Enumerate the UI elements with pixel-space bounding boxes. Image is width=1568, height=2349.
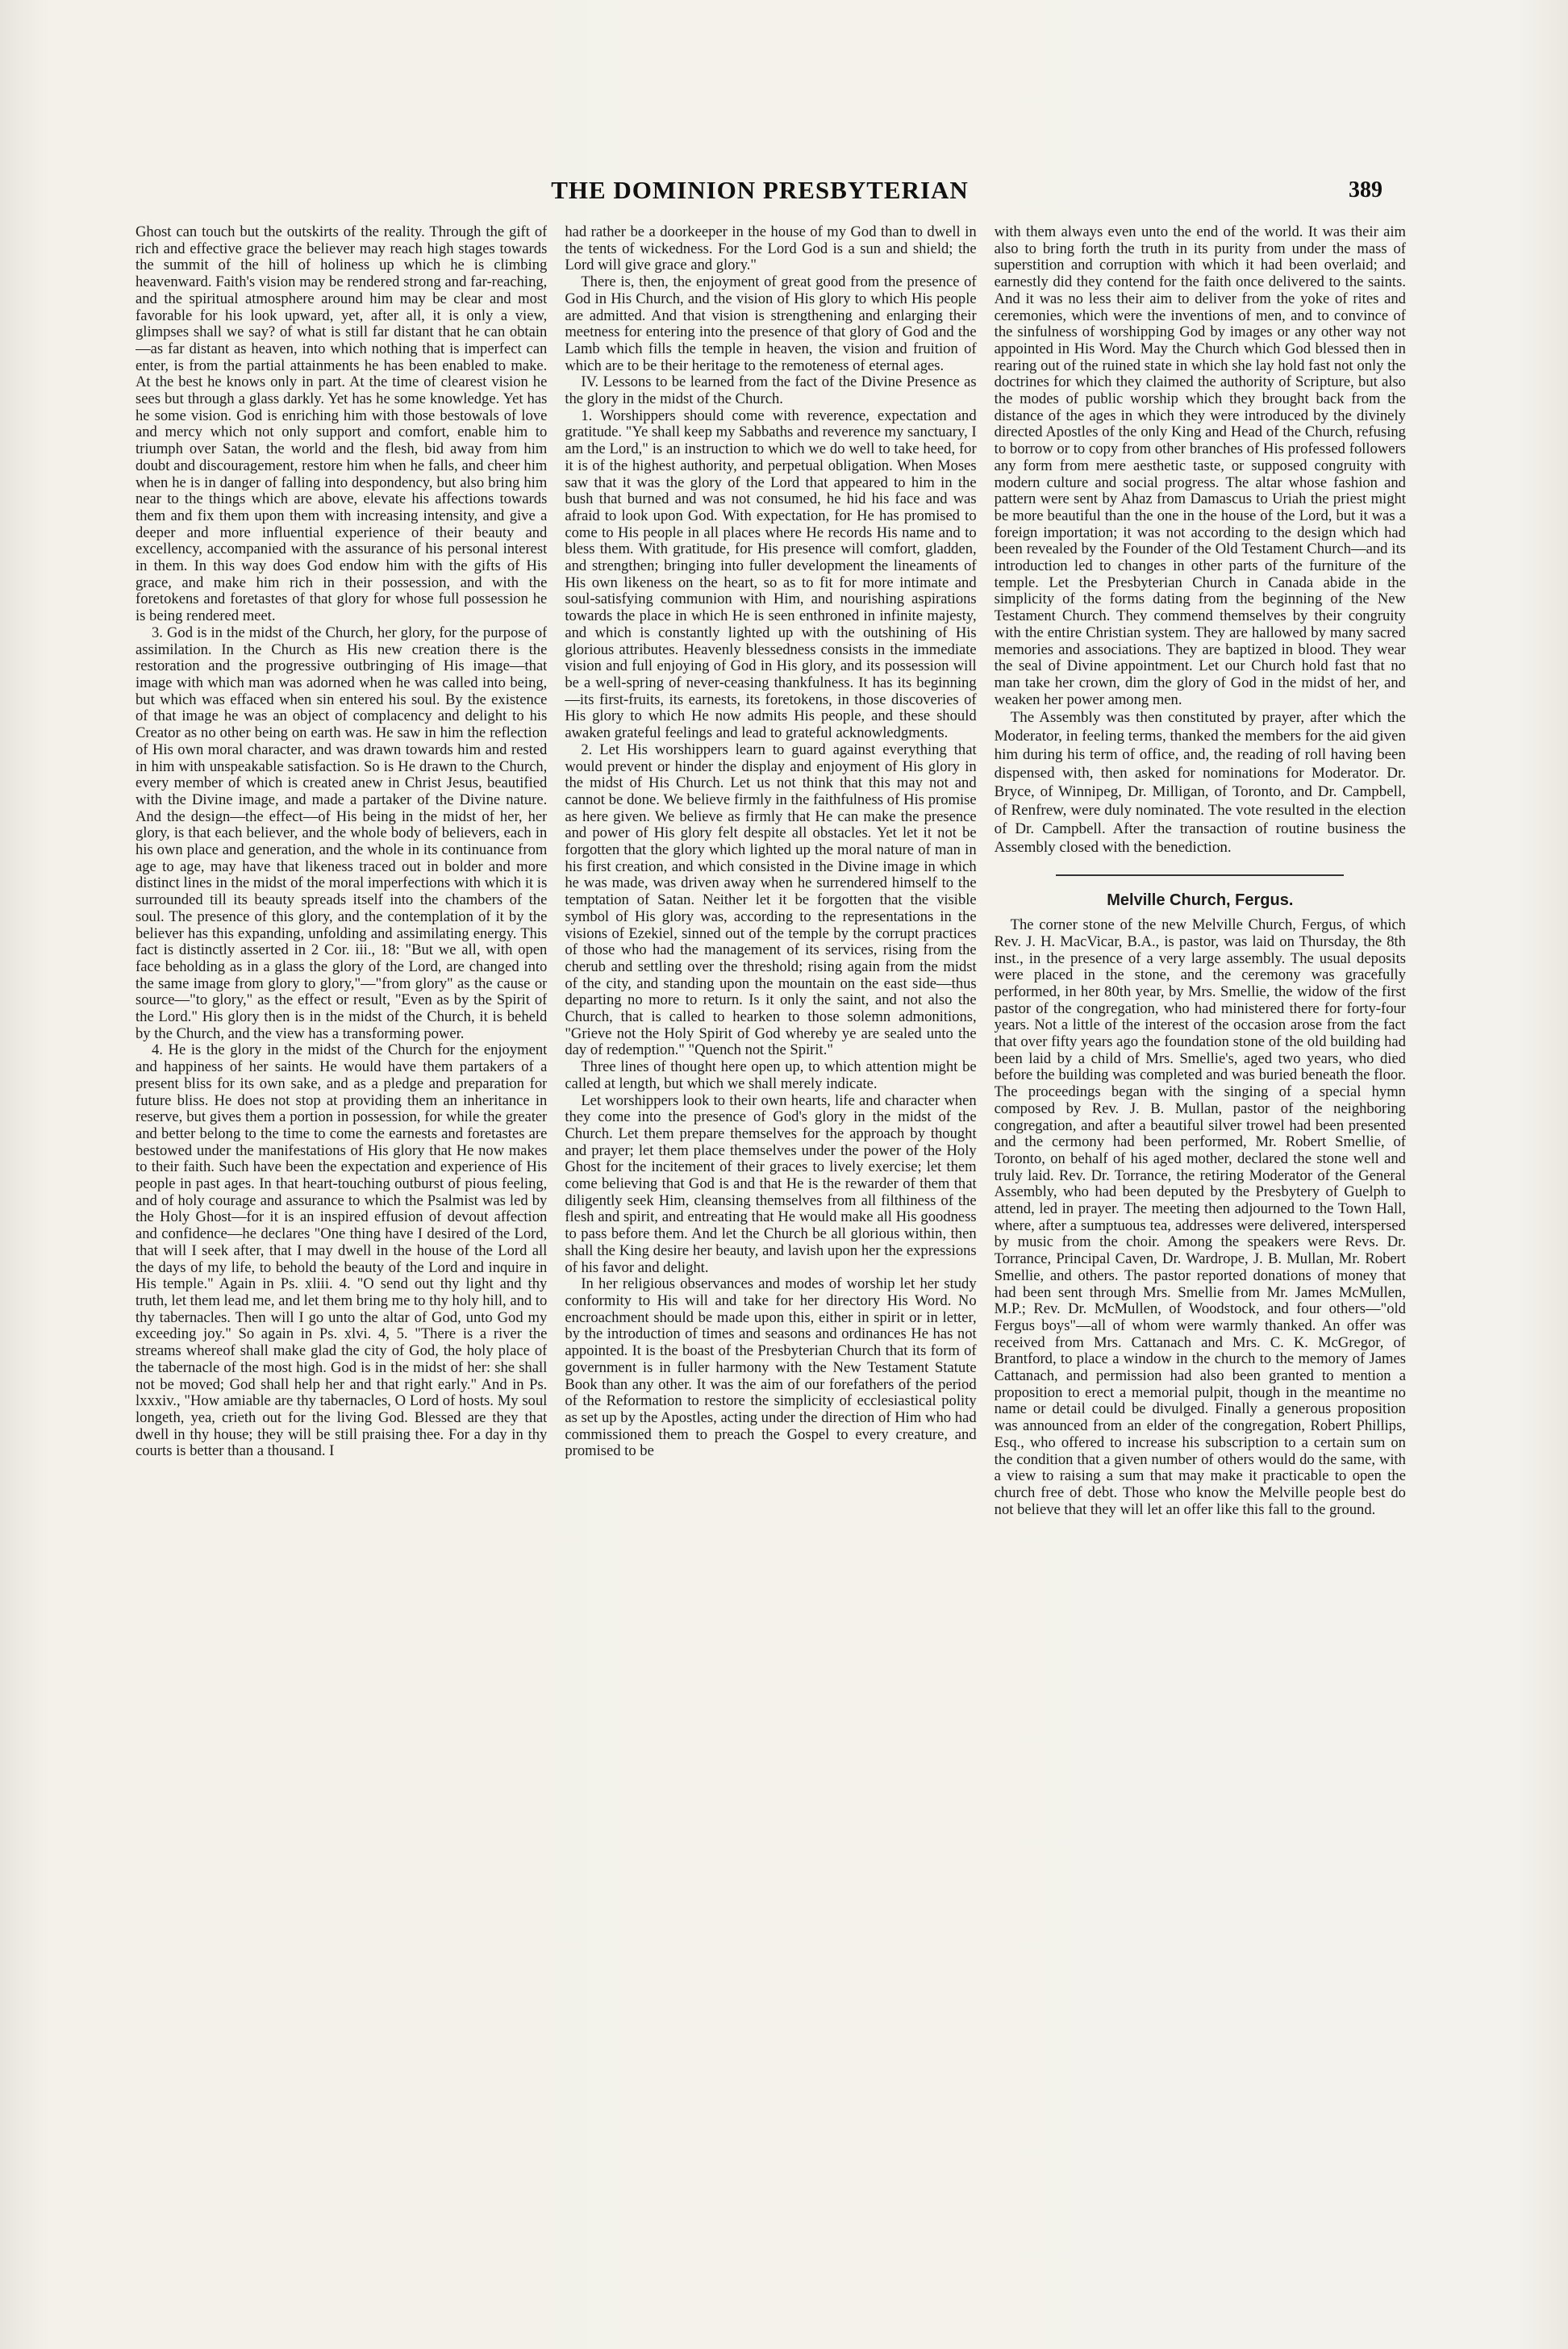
paragraph: Let worshippers look to their own hearts, life and character when they come into the presence of God's glory in the midst of the Church. Let them prepare themselves for the approach by thought and prayer; let them place themselves under the power of the Holy Ghost for the incitement of their graces to lively exercise; let them come believing that God is and that He is the rewarder of them that diligently seek Him, cleansing themselves from all filthiness of the flesh and spirit, and entreating that He would make all His goodness to pass before them. And let the Church be all glorious within, then shall the King desire her beauty, and lavish upon her the expressions of his favor and delight. bbox=[565, 1091, 977, 1276]
paragraph: Three lines of thought here open up, to which attention might be called at length, but which we shall merely indicate. bbox=[565, 1058, 977, 1092]
section-divider bbox=[1056, 874, 1344, 876]
paragraph: 3. God is in the midst of the Church, her glory, for the purpose of assimilation. In the Church as His new creation there is the restoration and the progressive outbringing of His image—that image with which man was adorned when he was called into being, but which was effaced when sin entered his soul. By the existence of that image he was an object of complacency and delight to his Creator as no other being on earth was. He saw in him the reflection of His own moral character, and was drawn towards him and rested in him with unspeakable satisfaction. So is He drawn to the Church, every member of which is created anew in Christ Jesus, beautified with the Divine image, and made a partaker of the Divine nature. And the design—the effect—of His being in the midst of her, her glory, is that each believer, and the whole body of believers, each in his own place and generation, and the whole in its continuance from age to age, may have that likeness traced out in bolder and more distinct lines in the midst of the moral imperfections with which it is surrounded till its beauty spreads itself into the chambers of the soul. The presence of this glory, and the contemplation of it by the believer has this expanding, unfolding and assimilating energy. This fact is distinctly asserted in 2 Cor. iii., 18: "But we all, with open face beholding as in a glass the glory of the Lord, are changed into the same image from glory to glory,"—"from glory" as the cause or source—"to glory," as the effect or result, "Even as by the Spirit of the Lord." His glory then is in the midst of the Church, it is beheld by the Church, and the view has a transforming power. bbox=[136, 624, 548, 1042]
column-1 bbox=[136, 224, 547, 2314]
paragraph: 1. Worshippers should come with reverence, expectation and gratitude. "Ye shall keep my Sabbaths and reverence my sanctuary, I am the Lord," is an instruction to which we do well to take heed, for it is of the highest authority, and perpetual obligation. When Moses saw that it was the glory of the Lord that appeared to him in the bush that burned and was not consumed, he hid his face and was afraid to look upon God. With expectation, for He has promised to come to His people in all places where He records His name and to bless them. With gratitude, for His presence will comfort, gladden, and strengthen; bringing into fuller development the lineaments of His own likeness on the heart, so as to fit for more intimate and soul-satisfying communion with Him, and nourishing aspirations towards the place in which He is seen enthroned in infinite majesty, and which is constantly lighted up with the outshining of His glorious attributes. Heavenly blessedness consists in the immediate vision and full enjoying of God in His glory, and its possession will be a well-spring of never-ceasing thankfulness. It has its beginning—its first-fruits, its earnests, its foretokens, in those discoveries of His glory to which He now admits His people, and these should awaken grateful feelings and lead to grateful acknowledgments. bbox=[565, 407, 977, 742]
paragraph: The Assembly was then constituted by prayer, after which the Moderator, in feeling terms, thanked the members for the aid given him during his term of office, and, the reading of roll having been dispensed with, then asked for nominations for Moderator. Dr. Bryce, of Winnipeg, Dr. Milligan, of Toronto, and Dr. Campbell, of Renfrew, were duly nominated. The vote resulted in the election of Dr. Campbell. After the transaction of routine business the Assembly closed with the benediction. bbox=[994, 709, 1406, 857]
paragraph: The corner stone of the new Melville Church, Fergus, of which Rev. J. H. MacVicar, B.A., is pastor, was laid on Thursday, the 8th inst., in the presence of a very large assembly. The usual deposits were placed in the stone, and the ceremony was gracefully performed, in her 80th year, by Mrs. Smellie, the widow of the first pastor of the congregation, who had ministered there for forty-four years. Not a little of the interest of the occasion arose from the fact that over fifty years ago the foundation stone of the old building had been laid by a child of Mrs. Smellie's, aged two years, who died before the building was completed and was buried beneath the floor. The proceedings began with the singing of a special hymn composed by Rev. J. B. Mullan, pastor of the neighboring congregation, and after a beautiful silver trowel had been presented and the cermony had been performed, Mr. Robert Smellie, of Toronto, on behalf of his aged mother, declared the stone well and truly laid. Rev. Dr. Torrance, the retiring Moderator of the General Assembly, who had been deputed by the Presbytery of Guelph to attend, led in prayer. The meeting then adjourned to the Town Hall, where, after a sumptuous tea, addresses were delivered, interspersed by music from the choir. Among the speakers were Revs. Dr. Torrance, Principal Caven, Dr. Wardrope, J. B. Mullan, Mr. Robert Smellie, and others. The pastor reported donations of money that had been sent through Mrs. Smellie from Mr. James McMullen, M.P.; Rev. Dr. McMullen, of Woodstock, and four others—"old Fergus boys"—all of whom were warmly thanked. An offer was received from Mrs. Cattanach and Mrs. C. K. McGregor, of Brantford, to place a window in the church to the memory of James Cattanach, and permission had also been granted to mention a proposition to erect a memorial pulpit, though in the meantime no name or detail could be divulged. Finally a generous proposition was announced from an elder of the congregation, Robert Phillips, Esq., who offered to increase his subscription to a certain sum on the condition that a given number of others would do the same, with a view to raising a sum that may make it practicable to open the church free of debt. Those who know the Melville people best do not believe that they will let an offer like this fall to the ground. bbox=[994, 916, 1406, 1518]
paragraph: 4. He is the glory in the midst of the Church for the enjoyment and happiness of her saints. He would have them partakers of a present bliss for its own sake, and as a pledge and preparation for future bliss. He does not stop at providing them an inheritance in reserve, but gives them a portion in possession, for while the greater and better belong to the time to come the earnests and foretastes are bestowed under the manifestations of His glory that He now makes to their faith. Such have been the expectation and experience of His people in past ages. In that heart-touching outburst of pious feeling, and of holy courage and assurance to which the Psalmist was led by the Holy Ghost—for it is an inspired effusion of devout affection and confidence—he declares "One thing have I desired of the Lord, that will I seek after, that I may dwell in the house of the Lord all the days of my life, to behold the beauty of the Lord and inquire in His temple." Again in Ps. xliii. 4. "O send out thy light and thy truth, let them lead me, and let them bring me to thy holy hill, and to thy tabernacles. Then will I go unto the altar of God, unto God my exceeding joy." So again in Ps. xlvi. 4, 5. "There is a river the streams whereof shall make glad the city of God, the holy place of the tabernacle of the most high. God is in the midst of her: she shall not be moved; God shall help her and that right early." And in Ps. lxxxiv., "How amiable are thy tabernacles, O Lord of hosts. My soul longeth, yea, crieth out for the living God. Blessed are they that dwell in thy house; they will be still praising thee. For a day in thy courts is better than a thousand. I bbox=[136, 1041, 548, 1460]
page-header bbox=[137, 176, 1382, 213]
paragraph: with them always even unto the end of the world. It was their aim also to bring forth the truth in its purity from under the mass of superstition and corruption with which it had been overlaid; and earnestly did they contend for the faith once delivered to the saints. And it was no less their aim to deliver from the yoke of rites and ceremonies, which were the inventions of men, and to convince of the sinfulness of worshipping God by images or any other way not appointed in His Word. May the Church which God blessed then in rearing out of the ruined state in which she lay hold fast not only the doctrines for which they claimed the authority of Scripture, but also the modes of public worship which they brought back from the distance of the ages in which they were introduced by the divinely directed Apostles of the only King and Head of the Church, refusing to borrow or to copy from other branches of His professed followers any form from mere aesthetic taste, or supposed congruity with modern culture and social progress. The altar whose fashion and pattern were sent by Ahaz from Damascus to Uriah the priest might be more beautiful than the one in the house of the Lord, but it was a foreign importation; it was not according to the design which had been revealed by the Founder of the Old Testament Church—and its introduction led to changes in other parts of the furniture of the temple. Let the Presbyterian Church in Canada abide in the simplicity of the forms dating from the beginning of the New Testament Church. They commend themselves by their congruity with the entire Christian system. They are hallowed by many sacred memories and associations. They are baptized in blood. They wear the seal of Divine appointment. Let our Church hold fast that no man take her crown, dim the glory of God in the midst of her, and weaken her power among men. bbox=[994, 224, 1406, 708]
paragraph: In her religious observances and modes of worship let her study conformity to His will and take for her directory His Word. No encroachment should be made upon this, either in spirit or in letter, by the introduction of times and seasons and ordinances He has not appointed. It is the boast of the Presbyterian Church that its form of government is in fuller harmony with the New Testament Statute Book than any other. It was the aim of our forefathers of the period of the Reformation to restore the simplicity of ecclesiastical polity as set up by the Apostles, acting under the direction of Him who had commissioned them to preach the Gospel to every creature, and promised to be bbox=[565, 1275, 977, 1460]
paragraph: IV. Lessons to be learned from the fact of the Divine Presence as the glory in the midst of the Church. bbox=[565, 373, 977, 408]
paragraph: There is, then, the enjoyment of great good from the presence of God in His Church, and the vision of His glory to which His people are admitted. And that vision is strengthening and enlarging their meetness for entering into the presence of that glory of God and the Lamb which fills the temple in heaven, the vision and fruition of which are to be their heritage to the remoteness of eternal ages. bbox=[565, 273, 977, 374]
paragraph: 2. Let His worshippers learn to guard against everything that would prevent or hinder the display and enjoyment of His glory in the midst of His Church. Let us not think that this may not and cannot be done. We believe firmly in the faithfulness of His promise as here given. We believe as firmly that He can make the presence and power of His glory felt despite all obstacles. Yet let it not be forgotten that the glory which lighted up the moral nature of man in his first creation, and which consisted in the Divine image in which he was made, was driven away when he surrendered himself to the temptation of Satan. Neither let it be forgotten that the visible symbol of His glory was, according to the representations in the visions of Ezekiel, sinned out of the temple by the corrupt practices of those who had the management of its services, rising from the cherub and settling over the threshold; rising again from the midst of the city, and standing upon the mountain on the east side—thus departing no more to return. Is it only the saint, and not also the Church, that is called to hearken to those solemn admonitions, "Grieve not the Holy Spirit of God whereby ye are sealed unto the day of redemption." "Quench not the Spirit." bbox=[565, 741, 977, 1059]
page-number: 389 bbox=[1349, 177, 1382, 202]
column-2 bbox=[565, 224, 976, 2314]
section-heading: Melville Church, Fergus. bbox=[1107, 891, 1294, 910]
running-title: THE DOMINION PRESBYTERIAN bbox=[551, 176, 969, 204]
text-columns bbox=[136, 224, 1406, 2314]
paragraph: Ghost can touch but the outskirts of the reality. Through the gift of rich and effective grace the believer may reach high stages towards the summit of the hill of holiness up which he is climbing heavenward. Faith's vision may be rendered strong and far-reaching, and the spiritual atmosphere around him may be clear and most favorable for his look upward, yet, after all, it is only a view, glimpses shall we say? of what is still far distant that he can obtain—as far distant as heaven, into which nothing that is imperfect can enter, is from the partial attainments he has been enabled to make. At the best he knows only in part. At the time of clearest vision he sees but through a glass darkly. Yet has he some knowledge. Yet has he some vision. God is enriching him with those bestowals of love and mercy which not only support and comfort, enable him to triumph over Satan, the world and the flesh, bid away from him doubt and discouragement, restore him when he falls, and cheer him when he is in danger of falling into despondency, but also bring him near to the things which are above, elevate his affections towards them and fix them upon them with increasing intensity, and give a deeper and more influential experience of their beauty and excellency, accompanied with the assurance of his personal interest in them. In this way does God endow him with the gifts of His grace, and make him rich in their possession, and with the foretokens and foretastes of that glory for whose full possession he is being rendered meet. bbox=[136, 224, 548, 625]
paragraph: had rather be a doorkeeper in the house of my God than to dwell in the tents of wickedness. For the Lord God is a sun and shield; the Lord will give grace and glory." bbox=[565, 224, 977, 274]
column-3 bbox=[995, 224, 1406, 2314]
